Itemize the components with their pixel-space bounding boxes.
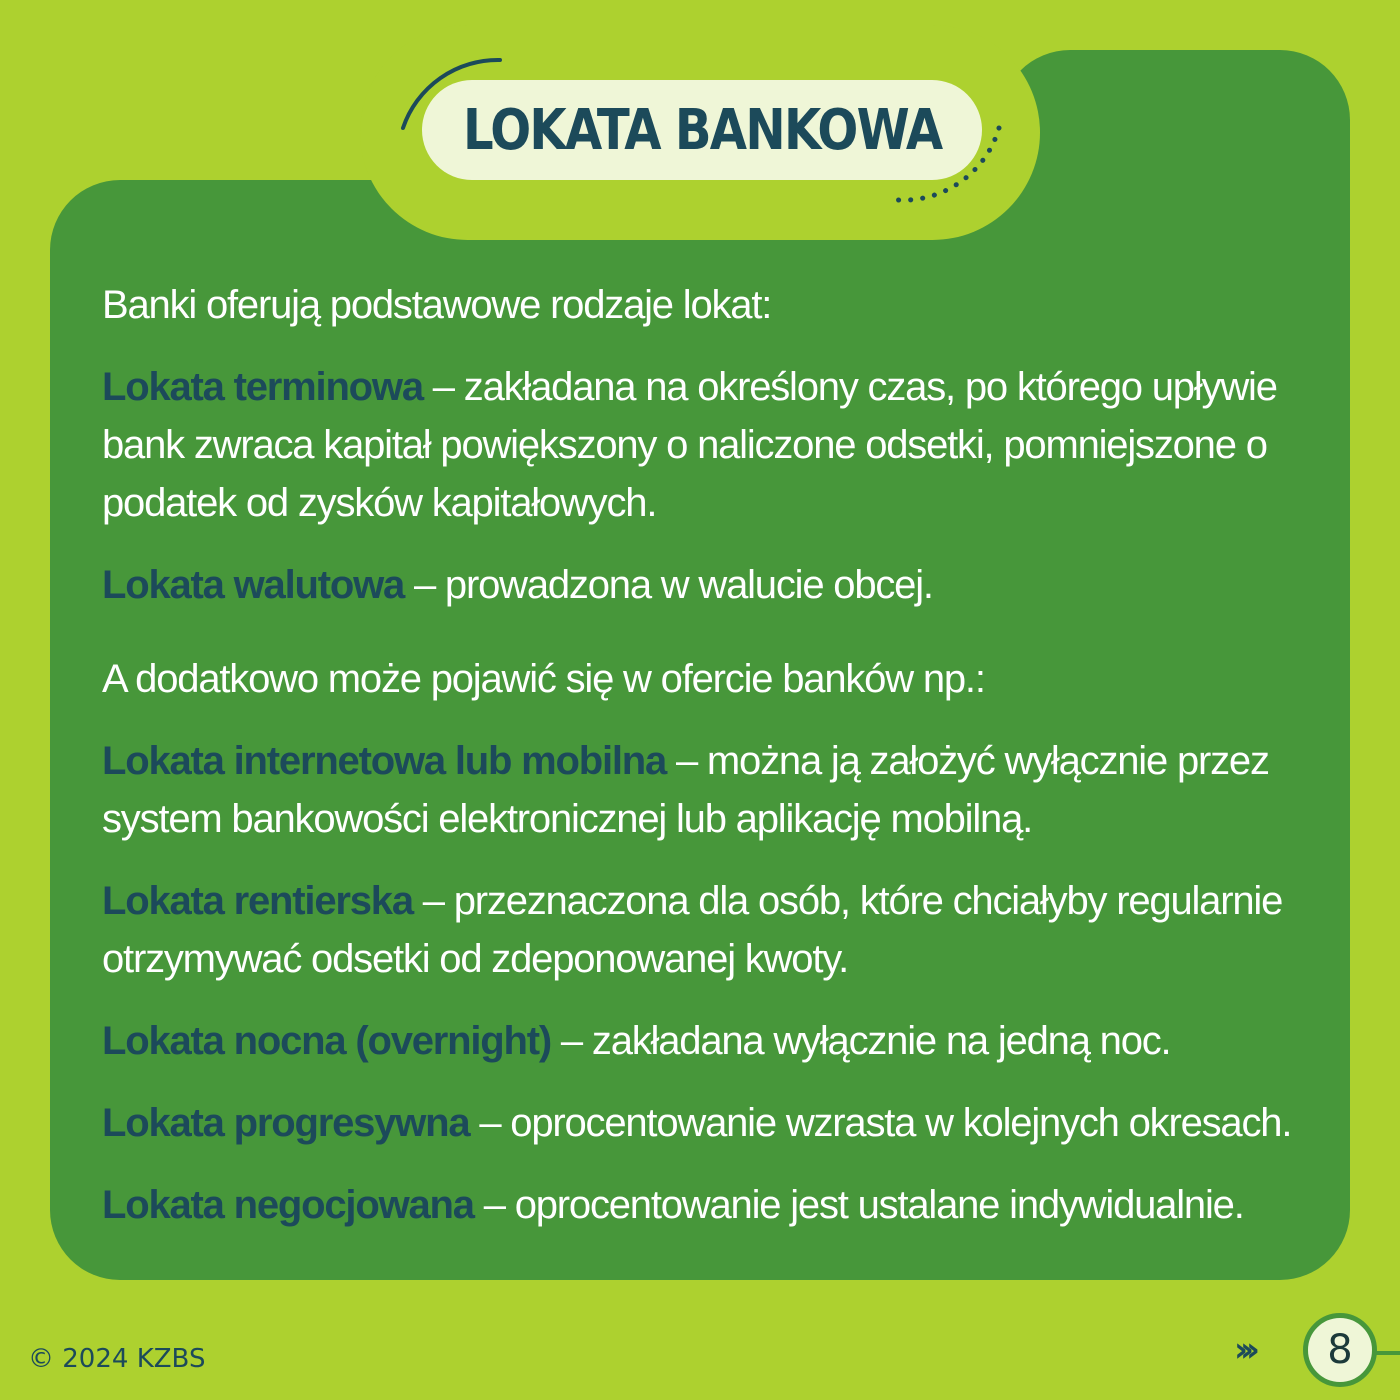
definition-terminowa <box>102 358 1302 532</box>
term-negocjowana: Lokata negocjowana <box>102 1183 474 1227</box>
term-progresywna: Lokata progresywna <box>102 1101 470 1145</box>
definition-progresywna <box>102 1094 1302 1152</box>
definition-internetowa <box>102 732 1302 848</box>
description-negocjowana: – oprocentowanie jest ustalane indywidualnie. <box>473 1183 1244 1227</box>
term-terminowa: Lokata terminowa <box>102 365 423 409</box>
term-internetowa: Lokata internetowa lub mobilna <box>102 739 667 783</box>
definition-walutowa <box>102 556 1302 614</box>
title-pill <box>422 80 982 180</box>
term-nocna: Lokata nocna (overnight) <box>102 1019 552 1063</box>
copyright-text: © 2024 KZBS <box>28 1344 206 1374</box>
description-progresywna: – oprocentowanie wzrasta w kolejnych okresach. <box>469 1101 1292 1145</box>
description-nocna: – zakładana wyłącznie na jedną noc. <box>551 1019 1171 1063</box>
extra-intro-text: A dodatkowo może pojawić się w ofercie banków np.: <box>102 657 985 701</box>
definition-negocjowana <box>102 1176 1302 1234</box>
intro-text: Banki oferują podstawowe rodzaje lokat: <box>102 283 772 327</box>
term-walutowa: Lokata walutowa <box>102 563 405 607</box>
description-terminowa: – zakładana na określony czas, po którego upływie bank zwraca kapitał powiększony o naliczone odsetki, pomniejszone o podatek od zysków kapitałowych. <box>102 365 1277 525</box>
definition-rentierska <box>102 872 1302 988</box>
chevron-right-icon: ››› <box>1234 1330 1253 1370</box>
page-indicator <box>1303 1313 1377 1387</box>
description-internetowa: – można ją założyć wyłącznie przez system bankowości elektronicznej lub aplikację mobilną. <box>102 739 1269 841</box>
term-rentierska: Lokata rentierska <box>102 879 413 923</box>
page-number: 8 <box>1327 1327 1353 1373</box>
description-rentierska: – przeznaczona dla osób, które chciałyby regularnie otrzymywać odsetki od zdeponowanej kwoty. <box>102 879 1283 981</box>
description-walutowa: – prowadzona w walucie obcej. <box>404 563 933 607</box>
definition-nocna <box>102 1012 1302 1070</box>
page-title: LOKATA BANKOWA <box>462 97 942 163</box>
content-text <box>102 276 1302 1234</box>
content-card-top <box>1000 50 1350 290</box>
